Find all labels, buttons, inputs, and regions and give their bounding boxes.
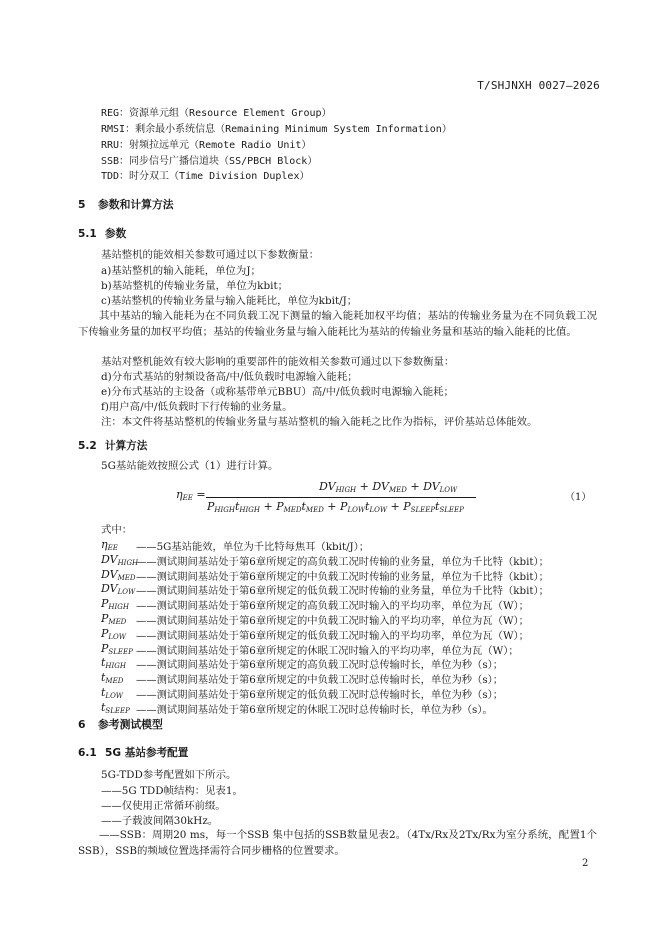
symbol-name: $P_{SLEEP}$: [101, 641, 133, 656]
list-item: e)分布式基站的主设备（或称基带单元BBU）高/中/低负载时电源输入能耗；: [101, 386, 454, 398]
section-number: 5.2: [78, 440, 97, 452]
list-item: f)用户高/中/低负载时下行传输的业务量。: [101, 401, 293, 413]
symbol-description: ——测试期间基站处于第6章所规定的低负载工况时传输的业务量，单位为千比特（kbit）；: [136, 585, 549, 598]
page-number: 2: [582, 858, 589, 869]
section-5-2-heading: [78, 438, 147, 453]
symbol-description: ——测试期间基站处于第6章所规定的中负载工况时输入的平均功率，单位为瓦（W）；: [136, 615, 529, 627]
symbol-name: $P_{MED}$: [101, 612, 127, 626]
symbol-name: $t_{HIGH}$: [101, 656, 126, 671]
section-title: 参考测试模型: [98, 718, 163, 731]
equation-number: （1）: [565, 492, 592, 503]
symbol-description: ——测试期间基站处于第6章所规定的低负载工况时输入的平均功率，单位为瓦（W）；: [136, 629, 529, 642]
formula-symbol: η: [176, 488, 183, 501]
formula-term: $P_{SLEEP}$: [403, 500, 436, 514]
section-6-1-heading: [78, 745, 188, 760]
symbol-name: $t_{SLEEP}$: [101, 700, 130, 715]
where-label: 式中：: [101, 524, 133, 536]
symbol-name: $t_{MED}$: [101, 671, 124, 686]
list-item: a)基站整机的输入能耗，单位为J；: [101, 265, 261, 277]
symbol-description: ——测试期间基站处于第6章所规定的低负载工况时总传输时长，单位为秒（s）；: [136, 689, 504, 701]
paragraph: ——SSB：周期20 ms，每一个SSB 集中包括的SSB数量见表2。（4Tx/Rx及2Tx/Rx为室分系统，配置1个SSB），SSB的频域位置选择需符合同步栅格的位置要求。: [78, 829, 597, 857]
formula-lhs: $\eta_{EE}$ =: [176, 488, 206, 502]
symbol-name: $DV_{MED}$: [101, 567, 136, 582]
formula-term: $P_{MED}$: [276, 500, 302, 514]
formula-term: $t_{SLEEP}$: [435, 500, 464, 514]
section-5-1-heading: [78, 226, 126, 241]
fraction-bar: [206, 497, 476, 498]
formula-subscript: EE: [182, 494, 193, 502]
formula-term: $DV_{LOW}$: [423, 480, 458, 494]
paragraph: 基站整机的能效相关参数可通过以下参数衡量：: [101, 249, 320, 261]
abbreviation-item: REG：资源单元组（Resource Element Group）: [101, 108, 332, 119]
symbol-description: ——测试期间基站处于第6章所规定的休眠工况时总传输时长，单位为秒（s）。: [136, 703, 493, 716]
abbreviation-item: TDD：时分双工（Time Division Duplex）: [101, 171, 310, 182]
list-item: b)基站整机的传输业务量，单位为kbit；: [101, 280, 289, 292]
symbol-name: $DV_{LOW}$: [101, 582, 136, 597]
symbol-description: ——测试期间基站处于第6章所规定的高负载工况时总传输时长，单位为秒（s）；: [136, 659, 504, 672]
symbol-description: ——测试期间基站处于第6章所规定的高负载工况时传输的业务量，单位为千比特（kbit）；: [136, 555, 549, 568]
paragraph: 5G-TDD参考配置如下所示。: [101, 769, 237, 781]
symbol-description: ——测试期间基站处于第6章所规定的中负载工况时总传输时长，单位为秒（s）；: [136, 674, 504, 687]
list-item: c)基站整机的传输业务量与输入能耗比，单位为kbit/J；: [101, 295, 358, 307]
section-title: 参数和计算方法: [98, 198, 174, 211]
paragraph: 基站对整机能效有较大影响的重要部件的能效相关参数可通过以下参数衡量：: [101, 356, 455, 368]
symbol-name: $\eta_{EE}$: [101, 538, 118, 552]
symbol-description: ——5G基站能效，单位为千比特每焦耳（kbit/J）；: [136, 541, 370, 553]
abbreviation-item: RRU：射频拉远单元（Remote Radio Unit）: [101, 140, 312, 151]
formula-term: $DV_{MED}$: [372, 480, 407, 494]
section-number: 6.1: [78, 747, 97, 759]
paragraph: 其中基站的输入能耗为在不同负载工况下测量的输入能耗加权平均值；基站的传输业务量为在不同负载工况下传输业务量的加权平均值；基站的传输业务量与输入能耗比为基站的传输业务量和基站的输入能耗的比值。: [78, 310, 597, 338]
section-title: 计算方法: [105, 440, 148, 452]
abbreviation-item: RMSI：剩余最小系统信息（Remaining Minimum System Information）: [101, 124, 452, 135]
formula-denominator: $P_{HIGH}t_{HIGH} + P_{MED}t_{MED} + P_{LOW}t_{LOW} + P_{SLEEP}t_{SLEEP}$: [207, 500, 464, 514]
formula-term: $t_{LOW}$: [365, 500, 388, 514]
section-title: 参数: [105, 228, 127, 240]
paragraph: 5G基站能效按照公式（1）进行计算。: [101, 460, 279, 472]
list-item: ——仅使用正常循环前缀。: [101, 800, 226, 812]
list-item: ——5G TDD帧结构：见表1。: [101, 785, 243, 797]
symbol-name: $P_{HIGH}$: [101, 597, 129, 612]
list-item: ——子载波间隔30kHz。: [101, 815, 219, 827]
symbol-description: ——测试期间基站处于第6章所规定的高负载工况时输入的平均功率，单位为瓦（W）；: [136, 600, 529, 613]
section-6-heading: [78, 717, 163, 732]
doc-number-header: T/SHJNXH 0027—2026: [477, 79, 600, 92]
formula-numerator: $DV_{HIGH} + DV_{MED} + DV_{LOW}$: [319, 480, 458, 494]
formula-term: $P_{LOW}$: [340, 500, 366, 514]
symbol-name: $DV_{HIGH}$: [101, 552, 139, 567]
formula-term: $DV_{HIGH}$: [319, 480, 357, 494]
note: 注：本文件将基站整机的传输业务量与基站整机的输入能耗之比作为指标，评价基站总体能效。: [101, 416, 538, 428]
section-number: 6: [78, 718, 86, 731]
section-title: 5G 基站参考配置: [105, 747, 189, 759]
formula-term: $P_{HIGH}$: [207, 500, 235, 514]
list-item: d)分布式基站的射频设备高/中/低负载时电源输入能耗；: [101, 371, 358, 383]
symbol-description: ——测试期间基站处于第6章所规定的休眠工况时输入的平均功率，单位为瓦（W）；: [136, 644, 519, 657]
symbol-description: ——测试期间基站处于第6章所规定的中负载工况时传输的业务量，单位为千比特（kbit）；: [136, 570, 549, 583]
abbreviation-item: SSB：同步信号广播信道块（SS/PBCH Block）: [101, 156, 318, 167]
section-number: 5.1: [78, 228, 97, 240]
section-number: 5: [78, 198, 86, 211]
section-5-heading: [78, 197, 174, 212]
formula-term: $t_{HIGH}$: [234, 500, 260, 514]
symbol-name: $t_{LOW}$: [101, 686, 124, 700]
symbol-name: $P_{LOW}$: [101, 626, 126, 641]
formula-term: $t_{MED}$: [301, 500, 324, 514]
